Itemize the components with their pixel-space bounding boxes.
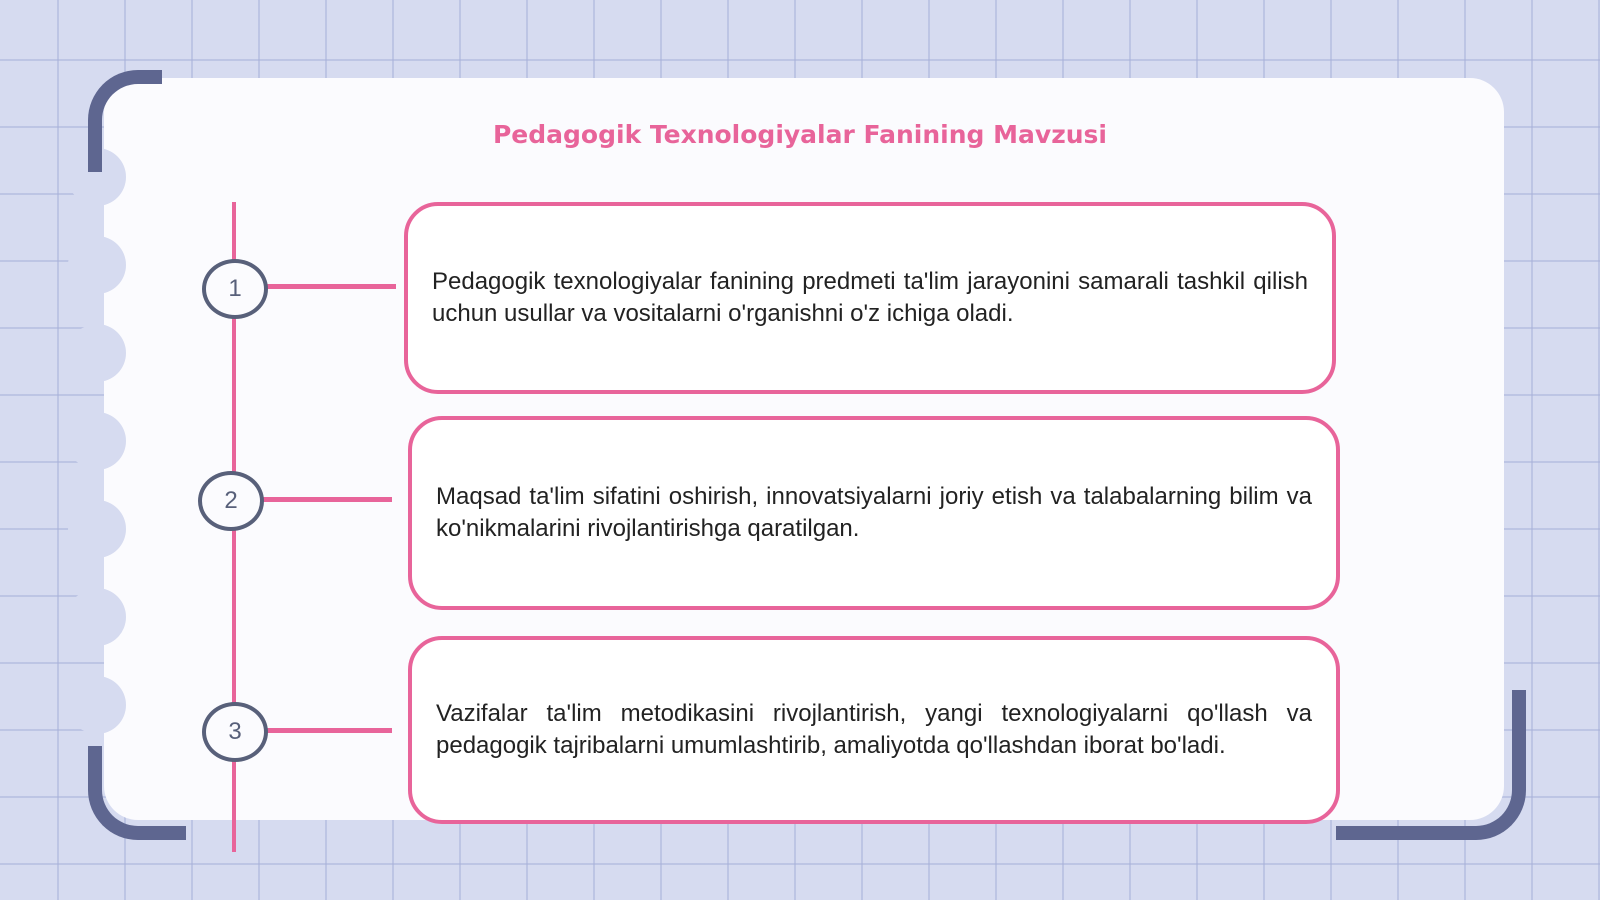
- timeline-connector: [264, 728, 392, 733]
- frame-corner-bottom-right: [1336, 690, 1526, 840]
- timeline-connector: [262, 497, 392, 502]
- step-text: Maqsad ta'lim sifatini oshirish, innovatsiyalarni joriy etish va talabalarning bilim va ko'nikmalarini rivojlantirishga qaratilgan.: [436, 483, 1312, 542]
- frame-corner-bottom-left: [88, 746, 186, 840]
- step-box: [408, 416, 1340, 610]
- step-number: 1: [228, 275, 242, 302]
- step-text: Pedagogik texnologiyalar fanining predmeti ta'lim jarayonini samarali tashkil qilish uchun usullar va vositalarni o'rganishni o'z ichiga oladi.: [432, 268, 1308, 327]
- step-number: 3: [228, 718, 242, 745]
- step-box: [408, 636, 1340, 824]
- step-box: [404, 202, 1336, 394]
- card-notch: [68, 324, 126, 382]
- card-notch: [68, 236, 126, 294]
- step-text: Vazifalar ta'lim metodikasini rivojlantirish, yangi texnologiyalarni qo'llash va pedagogik tajribalarni umumlashtirib, amaliyotda qo'llashdan iborat bo'ladi.: [436, 700, 1312, 759]
- slide-title: Pedagogik Texnologiyalar Fanining Mavzusi: [492, 120, 1107, 149]
- card-notch: [68, 588, 126, 646]
- step-number: 2: [224, 487, 238, 514]
- step-number-badge: [202, 259, 268, 319]
- timeline-connector: [264, 284, 396, 289]
- card-notch: [68, 412, 126, 470]
- step-number-badge: [202, 702, 268, 762]
- card-notch: [68, 676, 126, 734]
- step-number-badge: [198, 471, 264, 531]
- card-notch: [68, 500, 126, 558]
